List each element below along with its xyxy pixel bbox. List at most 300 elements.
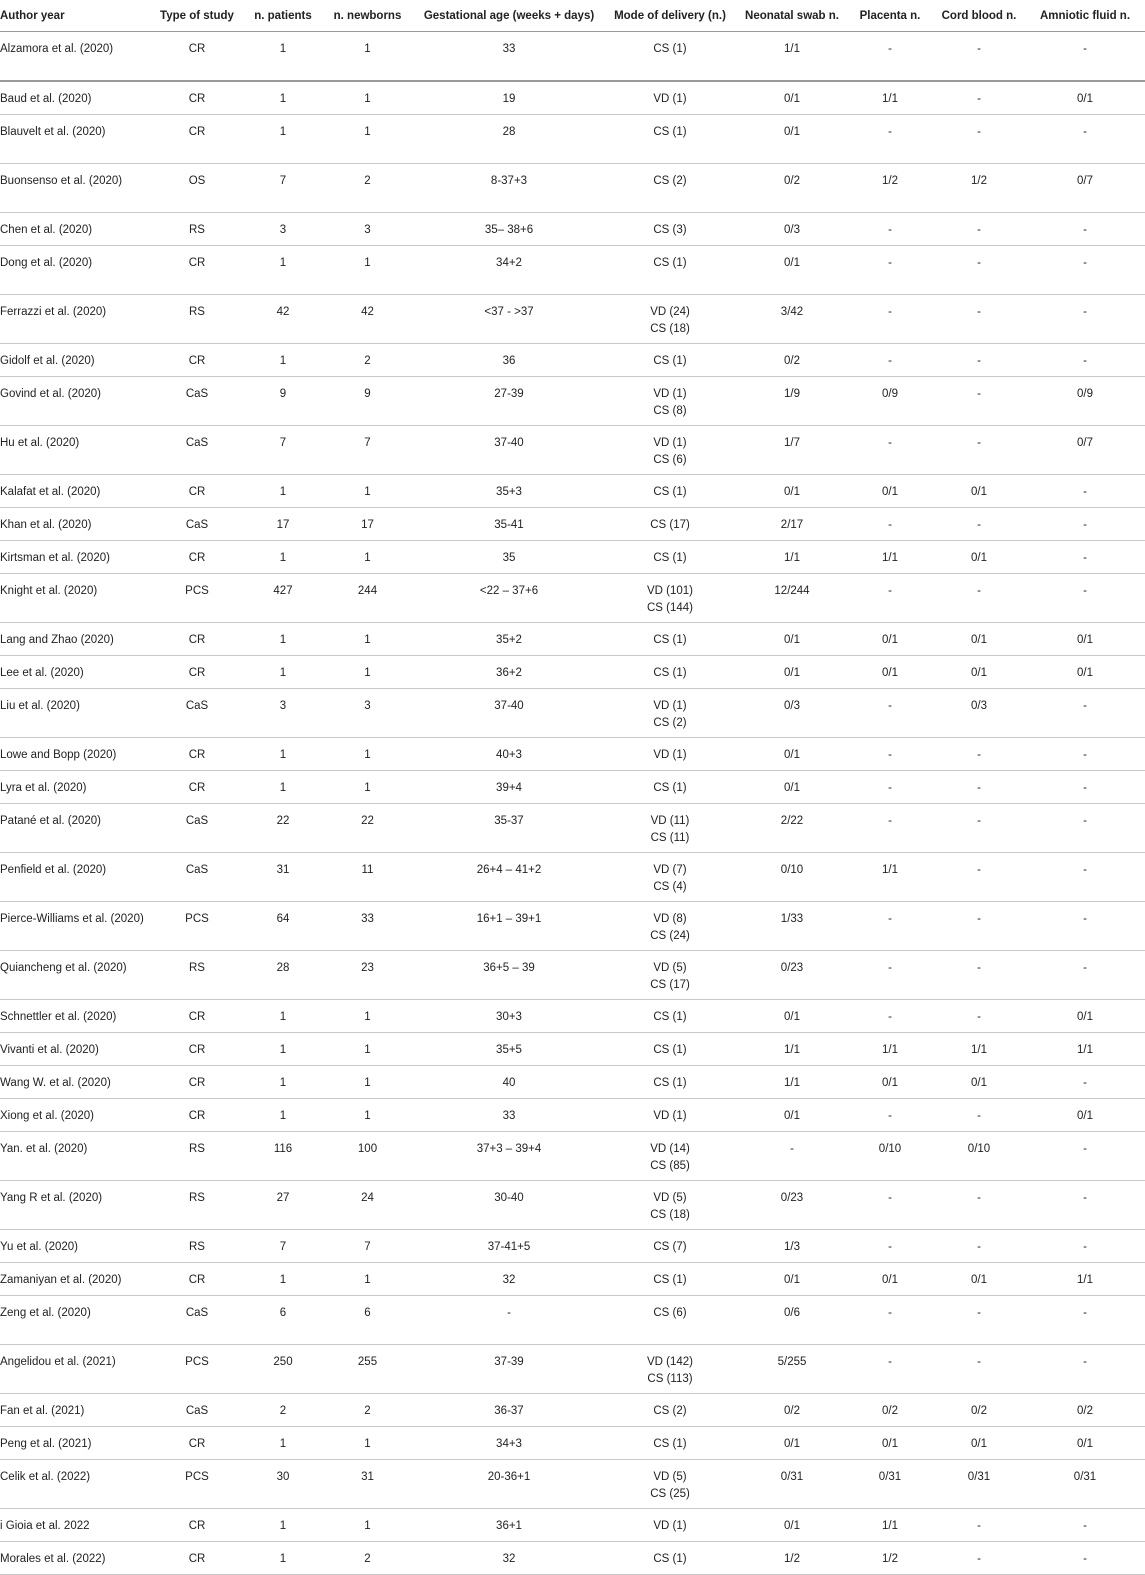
table-cell — [603, 164, 737, 213]
table-cell: - — [933, 902, 1025, 951]
delivery-line: VD (24) — [650, 306, 690, 318]
table-cell — [603, 541, 737, 574]
table-cell: 1/2 — [933, 164, 1025, 213]
table-cell: CaS — [148, 1296, 246, 1345]
table-cell: 0/9 — [1025, 377, 1145, 426]
table-cell: - — [1025, 951, 1145, 1000]
table-cell: CR — [148, 656, 246, 689]
table-cell: Lowe and Bopp (2020) — [0, 738, 148, 771]
table-cell: CR — [148, 475, 246, 508]
column-header: Cord blood n. — [933, 0, 1025, 32]
table-cell: 11 — [320, 853, 415, 902]
table-cell: Khan et al. (2020) — [0, 508, 148, 541]
table-cell: 42 — [246, 295, 320, 344]
table-cell: 0/2 — [933, 1394, 1025, 1427]
table-cell: 2 — [320, 1394, 415, 1427]
table-cell: 1 — [246, 1099, 320, 1132]
table-cell: 1 — [320, 81, 415, 115]
table-cell: CaS — [148, 377, 246, 426]
table-cell: 0/1 — [1025, 1000, 1145, 1033]
table-cell: 0/1 — [737, 81, 847, 115]
table-cell: - — [1025, 689, 1145, 738]
table-cell — [603, 213, 737, 246]
table-cell: Schnettler et al. (2020) — [0, 1000, 148, 1033]
table-cell: CaS — [148, 1394, 246, 1427]
table-cell: 35+3 — [415, 475, 603, 508]
table-cell: 19 — [415, 81, 603, 115]
table-cell: i Gioia et al. 2022 — [0, 1509, 148, 1542]
table-cell: Quiancheng et al. (2020) — [0, 951, 148, 1000]
delivery-line: CS (144) — [646, 601, 694, 614]
table-cell: - — [1025, 32, 1145, 82]
column-header: Mode of delivery (n.) — [603, 0, 737, 32]
table-cell: 0/1 — [737, 246, 847, 295]
table-cell: Zeng et al. (2020) — [0, 1296, 148, 1345]
table-body — [0, 32, 1145, 1575]
table-cell: 32 — [415, 1542, 603, 1575]
table-cell: 5/255 — [737, 1345, 847, 1394]
table-cell: CR — [148, 1427, 246, 1460]
table-cell: 1/1 — [847, 541, 933, 574]
delivery-line: VD (7) — [653, 864, 687, 876]
table-cell: 35-41 — [415, 508, 603, 541]
delivery-line: VD (5) — [653, 962, 687, 974]
delivery-line: VD (101) — [646, 585, 694, 597]
table-cell: Pierce-Williams et al. (2020) — [0, 902, 148, 951]
table-cell: - — [933, 1099, 1025, 1132]
table-cell: - — [847, 1230, 933, 1263]
table-cell: 0/1 — [933, 475, 1025, 508]
table-cell: 0/1 — [1025, 623, 1145, 656]
table-row — [0, 1460, 1145, 1509]
table-cell: Wang W. et al. (2020) — [0, 1066, 148, 1099]
table-row — [0, 738, 1145, 771]
table-cell: 36+1 — [415, 1509, 603, 1542]
table-cell: 33 — [415, 1099, 603, 1132]
table-cell: 1 — [246, 344, 320, 377]
table-cell: - — [933, 377, 1025, 426]
table-cell: 64 — [246, 902, 320, 951]
table-cell: 427 — [246, 574, 320, 623]
table-cell: 7 — [246, 1230, 320, 1263]
table-cell: 100 — [320, 1132, 415, 1181]
table-cell: - — [933, 508, 1025, 541]
table-cell: 36 — [415, 344, 603, 377]
table-cell: - — [847, 574, 933, 623]
table-cell: 30-40 — [415, 1181, 603, 1230]
table-cell: CaS — [148, 804, 246, 853]
delivery-line: CS (4) — [653, 880, 687, 893]
table-cell: 0/31 — [1025, 1460, 1145, 1509]
table-cell: 0/10 — [933, 1132, 1025, 1181]
table-cell: 0/7 — [1025, 426, 1145, 475]
table-row — [0, 689, 1145, 738]
delivery-line: CS (1) — [653, 1077, 687, 1089]
delivery-line: CS (1) — [653, 486, 687, 498]
table-cell: 27 — [246, 1181, 320, 1230]
table-cell: 12/244 — [737, 574, 847, 623]
delivery-line: CS (2) — [653, 1405, 687, 1417]
table-cell: - — [1025, 1230, 1145, 1263]
table-cell: 40 — [415, 1066, 603, 1099]
table-cell: 1 — [246, 246, 320, 295]
table-cell — [603, 853, 737, 902]
table-row — [0, 1542, 1145, 1575]
table-cell: - — [933, 295, 1025, 344]
table-cell: - — [1025, 295, 1145, 344]
table-cell: - — [1025, 902, 1145, 951]
table-cell: Xiong et al. (2020) — [0, 1099, 148, 1132]
table-cell: 1 — [246, 1033, 320, 1066]
table-cell: 1 — [320, 32, 415, 82]
table-cell: CR — [148, 1263, 246, 1296]
table-cell: 0/10 — [737, 853, 847, 902]
table-cell: 0/1 — [933, 656, 1025, 689]
delivery-line: CS (17) — [650, 519, 690, 531]
table-cell: - — [933, 1181, 1025, 1230]
table-cell: Kirtsman et al. (2020) — [0, 541, 148, 574]
table-row — [0, 656, 1145, 689]
table-cell — [603, 1509, 737, 1542]
table-cell: Zamaniyan et al. (2020) — [0, 1263, 148, 1296]
delivery-line: CS (1) — [653, 1044, 687, 1056]
table-cell: - — [1025, 246, 1145, 295]
table-cell: - — [1025, 1296, 1145, 1345]
table-cell: 1 — [246, 1509, 320, 1542]
table-cell: 1/1 — [933, 1033, 1025, 1066]
table-cell: 0/3 — [737, 213, 847, 246]
delivery-line: CS (11) — [650, 831, 690, 844]
table-cell: 1/2 — [847, 164, 933, 213]
delivery-line: VD (1) — [653, 93, 687, 105]
delivery-line: CS (1) — [653, 126, 687, 138]
table-cell: 1/2 — [737, 1542, 847, 1575]
table-cell: 7 — [320, 1230, 415, 1263]
delivery-line: VD (142) — [646, 1356, 694, 1368]
table-cell: 0/1 — [737, 623, 847, 656]
table-cell: Morales et al. (2022) — [0, 1542, 148, 1575]
table-cell: 35 — [415, 541, 603, 574]
table-cell: 1 — [320, 541, 415, 574]
table-cell: 0/1 — [737, 475, 847, 508]
table-cell: Lang and Zhao (2020) — [0, 623, 148, 656]
table-cell: 0/2 — [737, 1394, 847, 1427]
table-cell: - — [847, 902, 933, 951]
delivery-line: VD (14) — [650, 1143, 690, 1155]
table-cell: 0/1 — [737, 115, 847, 164]
table-cell: CaS — [148, 426, 246, 475]
table-row — [0, 1296, 1145, 1345]
table-row — [0, 1099, 1145, 1132]
table-cell: Yu et al. (2020) — [0, 1230, 148, 1263]
table-row — [0, 213, 1145, 246]
table-cell: 1 — [246, 738, 320, 771]
table-cell — [603, 1132, 737, 1181]
table-cell: - — [847, 426, 933, 475]
table-cell — [603, 115, 737, 164]
table-cell: - — [933, 1000, 1025, 1033]
table-cell: Fan et al. (2021) — [0, 1394, 148, 1427]
table-cell: 0/1 — [933, 1263, 1025, 1296]
delivery-line: VD (5) — [653, 1192, 687, 1204]
table-cell: Chen et al. (2020) — [0, 213, 148, 246]
table-cell: CR — [148, 771, 246, 804]
column-header: Type of study — [148, 0, 246, 32]
table-cell: 1/1 — [737, 32, 847, 82]
table-cell: 30+3 — [415, 1000, 603, 1033]
table-cell: - — [1025, 738, 1145, 771]
table-row — [0, 1033, 1145, 1066]
table-cell: - — [933, 1542, 1025, 1575]
table-cell: 35-37 — [415, 804, 603, 853]
table-cell — [603, 1263, 737, 1296]
table-cell: 1 — [320, 1427, 415, 1460]
table-cell: Penfield et al. (2020) — [0, 853, 148, 902]
table-cell: 31 — [320, 1460, 415, 1509]
table-cell: - — [933, 853, 1025, 902]
table-cell: 1/1 — [737, 1066, 847, 1099]
table-cell: 1 — [320, 771, 415, 804]
table-row — [0, 623, 1145, 656]
table-cell: RS — [148, 1181, 246, 1230]
table-cell: - — [933, 771, 1025, 804]
table-cell: 0/3 — [737, 689, 847, 738]
table-cell: 0/1 — [933, 1066, 1025, 1099]
table-cell — [603, 426, 737, 475]
table-cell: - — [1025, 853, 1145, 902]
table-row — [0, 377, 1145, 426]
table-row — [0, 1345, 1145, 1394]
table-cell: CR — [148, 1066, 246, 1099]
table-cell: PCS — [148, 1345, 246, 1394]
table-cell — [603, 656, 737, 689]
table-cell: <37 - >37 — [415, 295, 603, 344]
table-cell: 8-37+3 — [415, 164, 603, 213]
table-row — [0, 1230, 1145, 1263]
table-cell: 1/2 — [847, 1542, 933, 1575]
table-row — [0, 951, 1145, 1000]
table-row — [0, 541, 1145, 574]
table-cell: 33 — [320, 902, 415, 951]
table-cell: - — [847, 115, 933, 164]
table-cell — [603, 689, 737, 738]
table-cell: 1 — [320, 1263, 415, 1296]
table-row — [0, 164, 1145, 213]
table-cell: - — [1025, 1066, 1145, 1099]
table-cell: 6 — [320, 1296, 415, 1345]
table-row — [0, 295, 1145, 344]
table-cell: PCS — [148, 902, 246, 951]
table-cell: 0/1 — [933, 541, 1025, 574]
table-cell: 244 — [320, 574, 415, 623]
table-cell: CaS — [148, 689, 246, 738]
table-cell: - — [415, 1296, 603, 1345]
table-cell: 27-39 — [415, 377, 603, 426]
table-cell: RS — [148, 951, 246, 1000]
table-cell: 35– 38+6 — [415, 213, 603, 246]
table-cell: 17 — [246, 508, 320, 541]
delivery-line: CS (17) — [650, 978, 690, 991]
table-cell: Hu et al. (2020) — [0, 426, 148, 475]
table-cell: 37-40 — [415, 426, 603, 475]
table-row — [0, 1181, 1145, 1230]
table-cell: 37-41+5 — [415, 1230, 603, 1263]
table-cell: 7 — [246, 164, 320, 213]
table-cell: Govind et al. (2020) — [0, 377, 148, 426]
table-cell: 1 — [320, 623, 415, 656]
table-cell: 0/1 — [847, 1263, 933, 1296]
table-cell: 0/1 — [737, 771, 847, 804]
table-cell — [603, 1345, 737, 1394]
table-cell: 250 — [246, 1345, 320, 1394]
table-cell: 2/17 — [737, 508, 847, 541]
delivery-line: VD (1) — [653, 1520, 687, 1532]
table-cell: Yang R et al. (2020) — [0, 1181, 148, 1230]
table-cell: 20-36+1 — [415, 1460, 603, 1509]
table-cell: - — [847, 951, 933, 1000]
table-cell: - — [1025, 344, 1145, 377]
table-cell: 0/1 — [737, 1000, 847, 1033]
table-cell: 1 — [320, 1033, 415, 1066]
delivery-line: CS (1) — [653, 355, 687, 367]
table-cell: 0/1 — [933, 1427, 1025, 1460]
table-cell: Baud et al. (2020) — [0, 81, 148, 115]
table-row — [0, 1263, 1145, 1296]
table-cell: 28 — [415, 115, 603, 164]
table-cell — [603, 508, 737, 541]
table-cell: 1 — [246, 541, 320, 574]
table-cell: 40+3 — [415, 738, 603, 771]
table-cell: - — [847, 1000, 933, 1033]
table-cell: 1/7 — [737, 426, 847, 475]
table-cell: CR — [148, 246, 246, 295]
table-cell — [603, 1033, 737, 1066]
table-cell: 2 — [320, 164, 415, 213]
table-cell: Kalafat et al. (2020) — [0, 475, 148, 508]
table-cell: Blauvelt et al. (2020) — [0, 115, 148, 164]
table-cell: - — [933, 574, 1025, 623]
table-cell: 2/22 — [737, 804, 847, 853]
table-row — [0, 804, 1145, 853]
table-cell: 2 — [320, 344, 415, 377]
table-cell: 3 — [320, 689, 415, 738]
table-cell — [603, 574, 737, 623]
table-cell: 26+4 – 41+2 — [415, 853, 603, 902]
table-cell: 1 — [320, 115, 415, 164]
table-cell — [603, 475, 737, 508]
table-cell: 23 — [320, 951, 415, 1000]
table-cell: 1/1 — [847, 853, 933, 902]
table-row — [0, 1509, 1145, 1542]
table-cell: 1/1 — [737, 1033, 847, 1066]
table-cell: 1 — [246, 623, 320, 656]
header-row — [0, 0, 1145, 32]
table-cell: 0/1 — [847, 1066, 933, 1099]
table-cell: 1 — [320, 475, 415, 508]
table-cell: 0/1 — [737, 1427, 847, 1460]
table-cell: 0/1 — [847, 656, 933, 689]
table-cell: 9 — [320, 377, 415, 426]
table-cell: 1 — [320, 1099, 415, 1132]
table-cell: RS — [148, 295, 246, 344]
table-cell: - — [933, 1509, 1025, 1542]
table-cell: OS — [148, 164, 246, 213]
column-header: Placenta n. — [847, 0, 933, 32]
table-cell — [603, 1460, 737, 1509]
delivery-line: VD (1) — [653, 1110, 687, 1122]
delivery-line: CS (25) — [650, 1487, 690, 1500]
table-row — [0, 475, 1145, 508]
delivery-line: CS (2) — [653, 175, 687, 187]
column-header: n. patients — [246, 0, 320, 32]
table-cell: 0/31 — [847, 1460, 933, 1509]
table-cell: Yan. et al. (2020) — [0, 1132, 148, 1181]
table-cell: 1 — [246, 115, 320, 164]
table-cell: - — [847, 771, 933, 804]
delivery-line: CS (1) — [653, 782, 687, 794]
table-cell: 1 — [246, 81, 320, 115]
table-cell: - — [933, 115, 1025, 164]
table-cell: CR — [148, 541, 246, 574]
table-cell: - — [1025, 1345, 1145, 1394]
table-cell: 0/2 — [847, 1394, 933, 1427]
table-cell: 17 — [320, 508, 415, 541]
table-cell: 34+3 — [415, 1427, 603, 1460]
table-cell: CR — [148, 81, 246, 115]
table-cell: CR — [148, 1033, 246, 1066]
table-cell: - — [847, 295, 933, 344]
column-header: Author year — [0, 0, 148, 32]
table-cell: 0/23 — [737, 1181, 847, 1230]
table-cell: CR — [148, 1099, 246, 1132]
table-cell — [603, 902, 737, 951]
table-cell: 1 — [320, 1509, 415, 1542]
table-cell: 37-39 — [415, 1345, 603, 1394]
table-cell: - — [933, 81, 1025, 115]
table-cell: 1/1 — [847, 81, 933, 115]
table-cell: 1 — [320, 1000, 415, 1033]
table-cell — [603, 1394, 737, 1427]
table-cell: 0/23 — [737, 951, 847, 1000]
table-cell: - — [933, 951, 1025, 1000]
table-cell — [603, 1542, 737, 1575]
table-cell: 0/1 — [737, 1099, 847, 1132]
delivery-line: VD (5) — [653, 1471, 687, 1483]
table-cell: 1 — [246, 1542, 320, 1575]
delivery-line: CS (1) — [653, 1011, 687, 1023]
table-cell: 24 — [320, 1181, 415, 1230]
table-cell: Alzamora et al. (2020) — [0, 32, 148, 82]
table-cell: 1 — [246, 656, 320, 689]
table-cell: - — [1025, 213, 1145, 246]
delivery-line: VD (8) — [653, 913, 687, 925]
table-cell: 0/1 — [1025, 656, 1145, 689]
delivery-line: CS (6) — [653, 1307, 687, 1319]
table-cell: Patané et al. (2020) — [0, 804, 148, 853]
table-cell: RS — [148, 213, 246, 246]
table-cell: CR — [148, 1509, 246, 1542]
table-cell: 36+5 – 39 — [415, 951, 603, 1000]
table-cell: 1 — [246, 1263, 320, 1296]
table-cell: 35+2 — [415, 623, 603, 656]
delivery-line: CS (1) — [653, 1438, 687, 1450]
table-cell: 9 — [246, 377, 320, 426]
table-cell: RS — [148, 1230, 246, 1263]
table-cell: - — [933, 32, 1025, 82]
table-row — [0, 574, 1145, 623]
table-cell: 1 — [320, 246, 415, 295]
table-cell — [603, 1066, 737, 1099]
